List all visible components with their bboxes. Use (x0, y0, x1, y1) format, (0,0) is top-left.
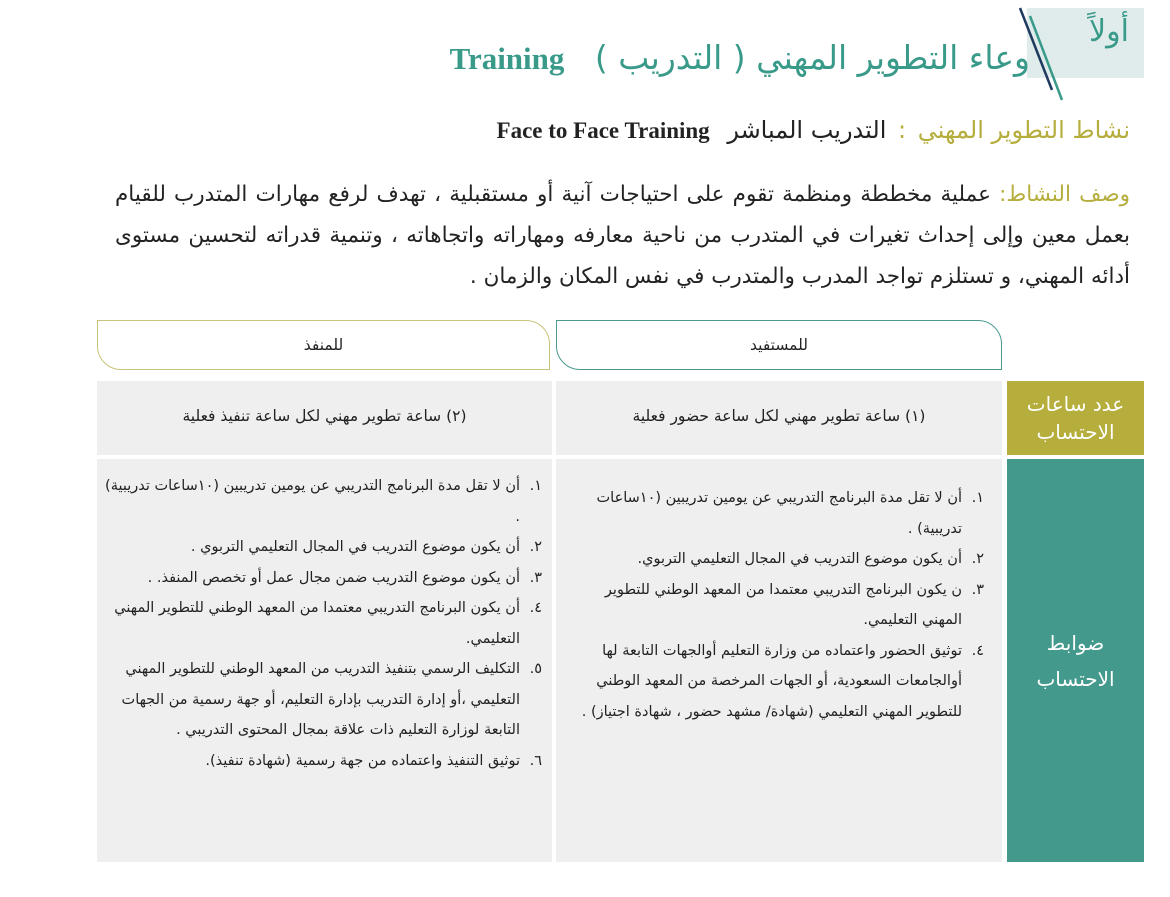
list-item (105, 532, 542, 563)
hours-beneficiary-text: (١) ساعة تطوير مهني لكل ساعة حضور فعلية (632, 407, 926, 425)
cell-hours-provider (97, 381, 552, 455)
row-label-hours (1007, 381, 1144, 455)
row-label-rules (1007, 459, 1144, 862)
description-label: وصف النشاط: (999, 182, 1130, 207)
hours-provider-text: (٢) ساعة تطوير مهني لكل ساعة تنفيذ فعلية (182, 407, 467, 425)
column-header-beneficiary (556, 320, 1002, 370)
activity-line (497, 116, 1130, 144)
list-item-text: أن لا تقل مدة البرنامج التدريبي عن يومين تدريبين (١٠ساعات تدريبية) . (105, 478, 520, 525)
activity-value-arabic: التدريب المباشر (727, 116, 887, 144)
cell-rules-provider (97, 459, 552, 862)
page-title (450, 38, 1030, 77)
list-item-number: ٢. (971, 551, 984, 567)
list-item (566, 636, 984, 728)
activity-label: نشاط التطوير المهني (917, 116, 1130, 144)
list-item-number: ٣. (971, 581, 984, 598)
list-item-text: أن يكون موضوع التدريب ضمن مجال عمل أو تخصص المنفذ. . (147, 569, 520, 586)
cell-rules-beneficiary (556, 459, 1002, 862)
list-item (105, 471, 542, 532)
row-label-hours-text: عدد ساعات الاحتساب (1026, 392, 1125, 444)
list-item (566, 483, 984, 544)
activity-value-english: Face to Face Training (496, 118, 710, 143)
list-item-text: أن لا تقل مدة البرنامج التدريبي عن يومين تدريبين (١٠ساعات تدريبية) . (596, 490, 962, 537)
list-item-number: ٤. (529, 600, 542, 616)
list-item-text: أن يكون موضوع التدريب في المجال التعليمي التربوي. (637, 551, 962, 567)
list-item (105, 746, 542, 777)
list-item (566, 544, 984, 575)
description-text: عملية مخططة ومنظمة تقوم على احتياجات آنية أو مستقبلية ، تهدف لرفع مهارات المتدرب للقيام بعمل معين وإلى إحداث تغيرات في المتدرب من ناحية معارفه ومهاراته واتجاهاته ، وتنمية قدراته لتحسين مستوى أدائه المهني، و تستلزم تواجد المدرب والمتدرب في نفس المكان والزمان . (115, 182, 1130, 289)
list-item-text: التكليف الرسمي بتنفيذ التدريب من المعهد الوطني للتطوير المهني التعليمي ،أو إدارة التدريب بإدارة التعليم، أو جهة رسمية من الجهات التابعة لوزارة التعليم ذات علاقة بمجال المحتوى التدريبي . (121, 661, 520, 738)
list-item-number: ٣. (529, 569, 542, 586)
rules-provider-list (105, 471, 542, 776)
column-header-beneficiary-label: للمستفيد (750, 336, 808, 354)
list-item-text: ن يكون البرنامج التدريبي معتمدا من المعهد الوطني للتطوير المهني التعليمي. (604, 581, 962, 628)
list-item-number: ٥. (529, 661, 542, 677)
list-item-number: ١. (529, 478, 542, 494)
cell-hours-beneficiary (556, 381, 1002, 455)
list-item-text: توثيق الحضور واعتماده من وزارة التعليم أوالجهات التابعة لها أوالجامعات السعودية، أو الجهات المرخصة من المعهد الوطني للتطوير المهني التعليمي (شهادة/ مشهد حضور ، شهادة اجتياز) . (581, 642, 962, 720)
list-item-number: ٢. (529, 539, 542, 555)
rules-beneficiary-list (566, 483, 984, 727)
row-label-rules-text: ضوابط الاحتساب (1036, 630, 1115, 691)
list-item (105, 593, 542, 654)
list-item-number: ٦. (529, 752, 542, 769)
activity-description (115, 174, 1130, 297)
list-item-text: أن يكون البرنامج التدريبي معتمدا من المعهد الوطني للتطوير المهني التعليمي. (114, 600, 520, 647)
page-title-arabic: وعاء التطوير المهني ( التدريب ) (594, 38, 1030, 77)
list-item (105, 563, 542, 594)
column-header-provider (97, 320, 550, 370)
page-title-english: Training (449, 41, 565, 76)
list-item-number: ١. (971, 490, 984, 506)
list-item (566, 575, 984, 636)
list-item-text: توثيق التنفيذ واعتماده من جهة رسمية (شهادة تنفيذ). (205, 752, 520, 769)
list-item-number: ٤. (971, 642, 984, 659)
list-item (105, 654, 542, 746)
activity-separator: : (898, 116, 907, 144)
list-item-text: أن يكون موضوع التدريب في المجال التعليمي التربوي . (190, 539, 520, 555)
section-number-label: أولاً (1089, 14, 1129, 49)
column-header-provider-label: للمنفذ (303, 336, 344, 354)
